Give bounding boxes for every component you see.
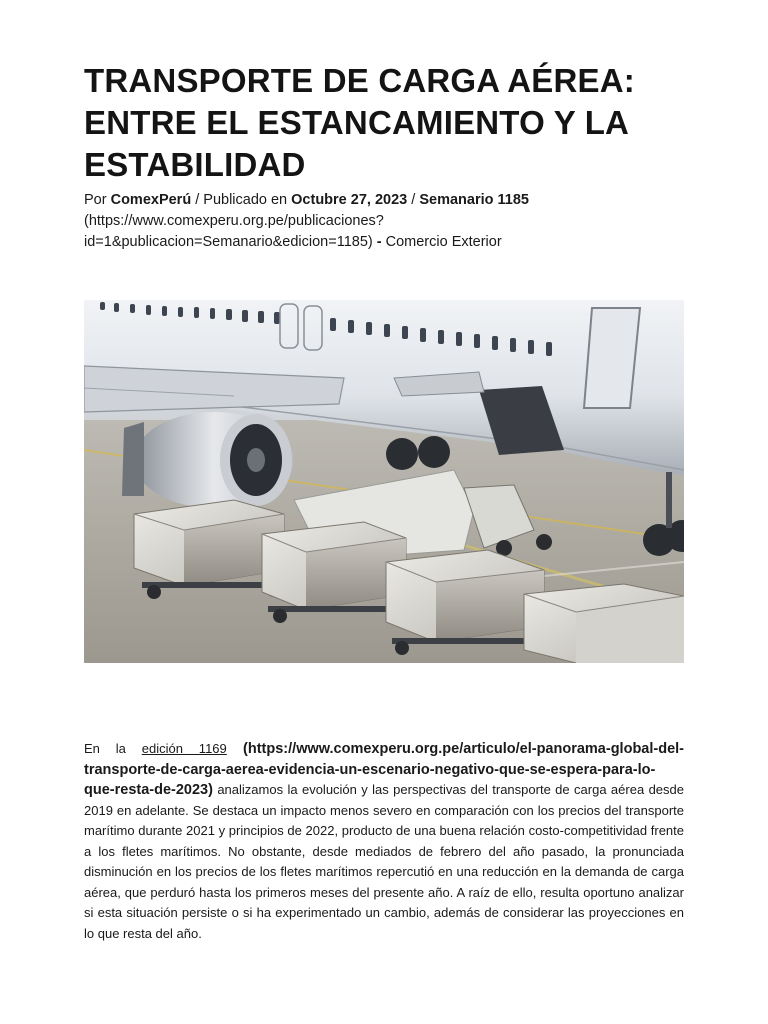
author-link[interactable]: ComexPerú [110, 192, 192, 208]
edition-link[interactable]: edición 1169 [141, 741, 227, 756]
meta-line-1 [84, 190, 684, 211]
published-prefix: / Publicado en [191, 192, 292, 208]
paragraph-intro: En la [84, 741, 142, 756]
hero-image [84, 300, 684, 663]
title-line: TRANSPORTE DE CARGA AÉREA: [84, 62, 635, 99]
category-link[interactable]: Comercio Exterior [385, 234, 502, 250]
article-meta [84, 190, 684, 253]
publish-date: Octubre 27, 2023 [291, 192, 408, 208]
title-line: ESTABILIDAD [84, 146, 306, 183]
edition-url: (https://www.comexperu.org.pe/articulo/el-panorama-global-del-transporte-de-carga-aerea-evidencia-un-escenario-negativo-que-se-espera-para-lo-que-resta-de-2023) [84, 741, 684, 798]
by-prefix: Por [84, 192, 111, 208]
meta-separator: / [407, 192, 420, 208]
meta-line-3 [84, 232, 684, 253]
article-paragraph [84, 739, 684, 944]
issue-url: id=1&publicacion=Semanario&edicion=1185) [84, 234, 373, 250]
paragraph-body: analizamos la evolución y las perspectivas del transporte de carga aérea desde 2019 en adelante. Se destaca un impacto menos severo en comparación con los precios del transporte marítimo durante 2021 y principios de 2022, producto de una buena relación costo-competitividad frente a los fletes marítimos. No obstante, desde mediados de febrero del año pasado, la pronunciada disminución en los precios de los fletes marítimos repercutió en una reducción en la demanda de carga aérea, que perduró hasta los primeros meses del presente año. A raíz de ello, resulta oportuno analizar si esta situación persiste o si ha experimentado un cambio, además de considerar las proyecciones en lo que resta del año. [84, 782, 684, 941]
article-title [84, 60, 684, 186]
meta-dash: - [372, 234, 386, 250]
airplane-cargo-photo-icon [84, 300, 684, 663]
title-line: ENTRE EL ESTANCAMIENTO Y LA [84, 104, 630, 141]
issue-link[interactable]: Semanario 1185 [419, 192, 529, 208]
meta-line-2: (https://www.comexperu.org.pe/publicaciones? [84, 213, 384, 229]
